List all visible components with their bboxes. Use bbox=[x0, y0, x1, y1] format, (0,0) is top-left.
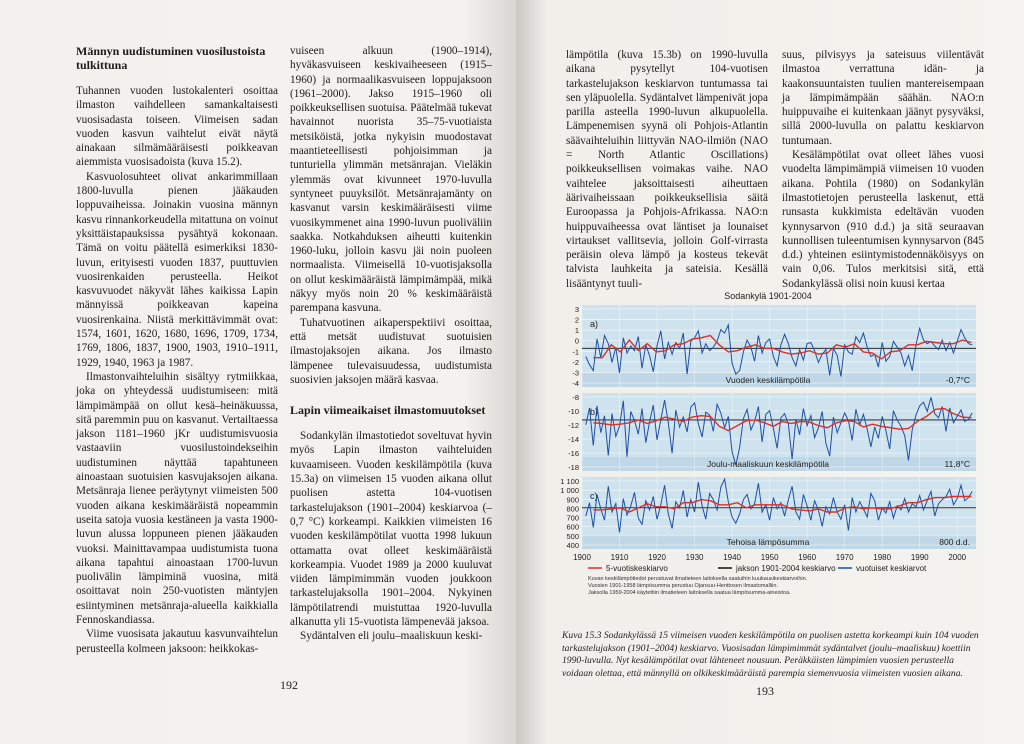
left-col-1 bbox=[76, 44, 278, 656]
mean-value-label: -0,7°C bbox=[945, 375, 970, 385]
x-tick-label: 1910 bbox=[610, 553, 629, 562]
x-tick-label: 2000 bbox=[948, 553, 967, 562]
chart-note: Kuvan keskilämpötiedot perustuvat ilmatieteen laitoksella saatuihin kuukausikeskiarvoihin. bbox=[588, 576, 808, 582]
legend-label: 5-vuotiskeskiarvo bbox=[606, 564, 668, 573]
y-tick-label: 0 bbox=[574, 336, 579, 346]
y-tick-label: -8 bbox=[572, 393, 579, 402]
x-tick-label: 1900 bbox=[573, 553, 591, 562]
y-tick-label: -1 bbox=[572, 347, 579, 357]
paragraph: Viime vuosisata jakautuu kasvunvaihtelun perusteella kolmeen jaksoon: heikkokas- bbox=[76, 628, 278, 655]
right-col-2 bbox=[782, 48, 984, 291]
y-tick-label: 700 bbox=[566, 513, 579, 523]
paragraph: vuiseen alkuun (1900–1914), hyväkasvuiseen keskivaiheeseen (1915–1960) ja normaalikasvuiseen loppujaksoon (1961–2000). Jakso 1915–1960 oli poikkeuksellisen suotuisa. Päätelmää tukevat havainnot nuorista 35–75-vuotiaista metsiköistä, jotka nykyisin muodostavat maantieteellisesti pohjoisimman ja tunturiella ylimmän metsänrajan. Vieläkin ylemmäs ovat kivunneet 1970-luvulla syntyneet puuyksilöt. Metsänrajamänty on kasvanut varsin keskimääräisesti viime vuosikymmenet aina 1990-luvun puoliväliin saakka. Notkahduksen aiheutti kuitenkin 1960-luku, jolloin kasvu jäi noin puoleen normaalista. Viimeisellä 10-vuotisjaksolla on ollut keskimääräistä lämpimämpää, mikä näkyy myös noin 20 % keskimääräistä parempana kasvuna. bbox=[290, 45, 492, 315]
panel-letter: b) bbox=[590, 407, 599, 417]
y-tick-label: 400 bbox=[566, 541, 579, 550]
y-tick-label: -4 bbox=[572, 379, 579, 388]
paragraph: suus, pilvisyys ja sateisuus viilentävät ilmastoa verrattuna idän- ja kaakonsuuntaisten tuulien mantereisempaan ja lämpimämpään säähän. NAO:n huippuvaihe ei kuitenkaan jäänyt pysyväksi, sillä 2000-luvulla on palattu keskiarvon tuntumaan. bbox=[782, 49, 984, 147]
x-tick-label: 1960 bbox=[798, 553, 817, 562]
caption-text: Kuva 15.3 Sodankylässä 15 viimeisen vuoden keskilämpötila on puolisen astetta korkeampi kuin 104 vuoden tarkastelujakson (1901–2004) keskiarvo. Vuosisadan lämpimimmät sydäntalvet (joulu–maaliskuu) koettiin 1990-luvulla. Nyt kesälämpötilat ovat lähteneet nousuun. Peräkkäisten lämpimien vuosien perusteella voidaan olettaa, että männyllä on olkikeskimääräistä parempia siemenvuosia viimeisten vuosien aikana. bbox=[562, 630, 979, 679]
x-tick-label: 1920 bbox=[648, 553, 666, 562]
x-tick-label: 1950 bbox=[760, 553, 779, 562]
y-tick-label: 1 bbox=[574, 326, 579, 336]
section-heading: Lapin viimeaikaiset ilmastomuutokset bbox=[290, 403, 486, 418]
paragraph: Sydäntalven eli joulu–maaliskuun keski- bbox=[300, 630, 483, 643]
temperature-chart bbox=[548, 287, 984, 617]
y-tick-label: -2 bbox=[572, 357, 579, 367]
panel-label: Tehoisa lämpösumma bbox=[726, 537, 810, 547]
x-tick-label: 1940 bbox=[723, 553, 741, 562]
y-tick-label: 1 100 bbox=[560, 477, 579, 486]
chart-note: Vuosien 1901-1958 lämpösumma perustuu Ojansuu-Henttosen ilmastomalliin. bbox=[588, 583, 778, 589]
y-tick-label: 900 bbox=[566, 495, 579, 505]
paragraph: Tuhatvuotinen aikaperspektiivi osoittaa, että metsät uudistuvat suotuisien ilmastojaksojen aikana. Jos ilmasto lämpenee tulevaisuudessa, uudistumista suosivien jaksojen määrä kasvaa. bbox=[290, 316, 492, 386]
paragraph: lämpötila (kuva 15.3b) on 1990-luvulla aikana pysytellyt 104-vuotisen tarkastelujakson keskiarvon tuntumassa tai sen yläpuolella. Sydäntalvet lämpenivät jopa parilla asteella 1990-luvun alkupuolella. Lämpenemisen syynä oli Pohjois-Atlantin säävaihteluihin liittyvän NAO-ilmiön (NAO = North Atlantic Oscillations) poikkeuksellisen voimakas vaihe. NAO vaihtelee jaksoittaisesti aiheuttaen äärivaiheissaan poikkeuksellisia säitä Euroopassa ja Pohjois-Afrikassa. NAO:n huippuvaiheessa ovat läntiset ja lounaiset virtaukset vallitsevia, jolloin Golf-virrasta peräisin oleva lämpö ja kosteus tekevät talvista lauhkeita ja sateisia. Kesällä lisääntynyt tuuli- bbox=[566, 49, 768, 290]
paragraph: Tuhannen vuoden lustokalenteri osoittaa ilmaston vaihdelleen samankaltaisesti vuosisadasta toiseen. Viimeisen sadan vuoden kasvun vaihtelut eivät näytä ainakaan silmämääräisesti poikkeavan aiemmista vuosisadoista (kuva 15.2). bbox=[76, 85, 278, 169]
panel-letter: a) bbox=[590, 319, 599, 329]
y-tick-label: -3 bbox=[572, 368, 579, 378]
y-tick-label: 500 bbox=[566, 531, 579, 541]
y-tick-label: 800 bbox=[566, 504, 579, 514]
panel-letter: c) bbox=[590, 491, 598, 501]
panel-label: Vuoden keskilämpötila bbox=[725, 375, 811, 385]
x-tick-label: 1990 bbox=[910, 553, 929, 562]
left-col-2 bbox=[290, 44, 492, 644]
y-tick-label: -14 bbox=[568, 435, 579, 444]
y-tick-label: 3 bbox=[574, 305, 579, 314]
y-tick-label: 600 bbox=[566, 522, 579, 532]
x-tick-label: 1980 bbox=[873, 553, 892, 562]
y-tick-label: -16 bbox=[568, 449, 579, 458]
chart-title: Sodankylä 1901-2004 bbox=[724, 291, 812, 301]
chart-note: Jaksolla 1959-2004 käytettiin ilmatieteen laitoksella saatua lämpösumma-aineistoa. bbox=[588, 590, 791, 596]
x-tick-label: 1970 bbox=[835, 553, 854, 562]
y-tick-label: 2 bbox=[574, 315, 579, 325]
y-tick-label: 1 000 bbox=[560, 486, 579, 496]
paragraph: Sodankylän ilmastotiedot soveltuvat hyvin myös Lapin ilmaston vaihteluiden kuvaamiseen. Vuoden keskilämpötila (kuva 15.3a) on viimeisen 15 vuoden aikana ollut puolisen astetta 104-vuotisen tarkastelujakson (1901–2004) keskiarvoa (–0,7 °C) korkeampi. Kaikkien viimeisten 16 vuoden keskilämpötilat vuotta 1998 lukuun ottamatta ovat olleet keskimääräistä korkeampia. Vuodet 1989 ja 2000 kuuluvat viiden lämpimimmän vuoden joukkoon tarkastelujaksolla 1901–2004. Nykyinen lämpötilatrendi muistuttaa 1920-luvulla alkanutta yli 15-vuotista lämpenevää jaksoa. bbox=[290, 430, 492, 628]
paragraph: Ilmastonvaihteluihin sisältyy rytmiikkaa, joka on yhteydessä uudistumiseen: mitä lämpimämpää on ollut kesä–heinäkuussa, sitä paremmin puu on kasvanut. Vertailtaessa jakson 1181–1960 jKr uudistumisvuosia vastaaviin vuosilustoindekseihin uudistuminen näyttää tapahtuneen ainoastaan suotuisien kasvujaksojen aikana. Metsänraja lienee peräytynyt viimeisten 500 vuoden aikana keskimääräistä nopeammin useita satoja vuosia kestäneen ja vasta 1900-luvun alussa loppuneen pienen jääkauden vuoksi. Mainittavampaa uudistumista tuona aikana tapahtui ainoastaan 1700-luvun puolivälin lämpiminä vuosina, mitä osoittavat noin 250-vuotisten mäntyjen esiintyminen metsänraja-alueella kaikkialla Fennoskandiassa. bbox=[76, 370, 278, 626]
legend-label: vuotuiset keskiarvot bbox=[856, 564, 927, 573]
x-tick-label: 1930 bbox=[685, 553, 704, 562]
paragraph: Kasvuolosuhteet olivat ankarimmillaan 1800-luvulla pienen jääkauden loppuvaiheissa. Joinakin vuosina männyn kasvu rinnankorkeudella mitattuna on voinut yksittäistapauksissa pysähtyä kokonaan. Tämä on voitu päätellä esimerkiksi 1830-luvun, erityisesti vuoden 1837, puuttuvien vuosirenkaiden perusteella. Heikot kasvuvuodet näkyvät lähes kaikissa Lapin männyissä poikkeavan kapeina vuosirenkaina. Niistä merkittävimmät ovat: 1574, 1601, 1620, 1680, 1696, 1709, 1734, 1769, 1806, 1837, 1900, 1903, 1910–1911, 1929, 1940, 1963 ja 1987. bbox=[76, 170, 278, 369]
right-col-1 bbox=[566, 48, 768, 291]
paragraph: Kesälämpötilat ovat olleet lähes vuosi vuodelta lämpimämpiä viimeisen 10 vuoden aikana. Pohtila (1980) on Sodankylän ilmastotietojen perusteella laskenut, että runsasta kukkimista edeltävän vuoden kynnysarvon (910 d.d.) ja sitä seuraavan kunnollisen tuleentumisen kynnysarvon (845 d.d.) yhteinen esiintymistodennäköisyys on vain 0,06. Tulos merkitsisi sitä, että Sodankylässä olisi noin kuusi kertaa bbox=[782, 149, 984, 290]
page-number: 193 bbox=[756, 684, 774, 698]
panel-label: Joulu-maaliskuun keskilämpötila bbox=[707, 459, 829, 469]
mean-value-label: 800 d.d. bbox=[939, 537, 970, 547]
legend-label: jakson 1901-2004 keskiarvo bbox=[736, 564, 836, 573]
figure-caption bbox=[562, 630, 982, 680]
y-tick-label: -10 bbox=[568, 407, 579, 416]
y-tick-label: -12 bbox=[568, 421, 579, 430]
y-tick-label: -18 bbox=[568, 463, 579, 472]
page-number: 192 bbox=[280, 678, 298, 692]
section-heading: Männyn uudistuminen vuosilustoista tulkittuna bbox=[76, 44, 266, 72]
mean-value-label: 11,8°C bbox=[944, 459, 970, 469]
